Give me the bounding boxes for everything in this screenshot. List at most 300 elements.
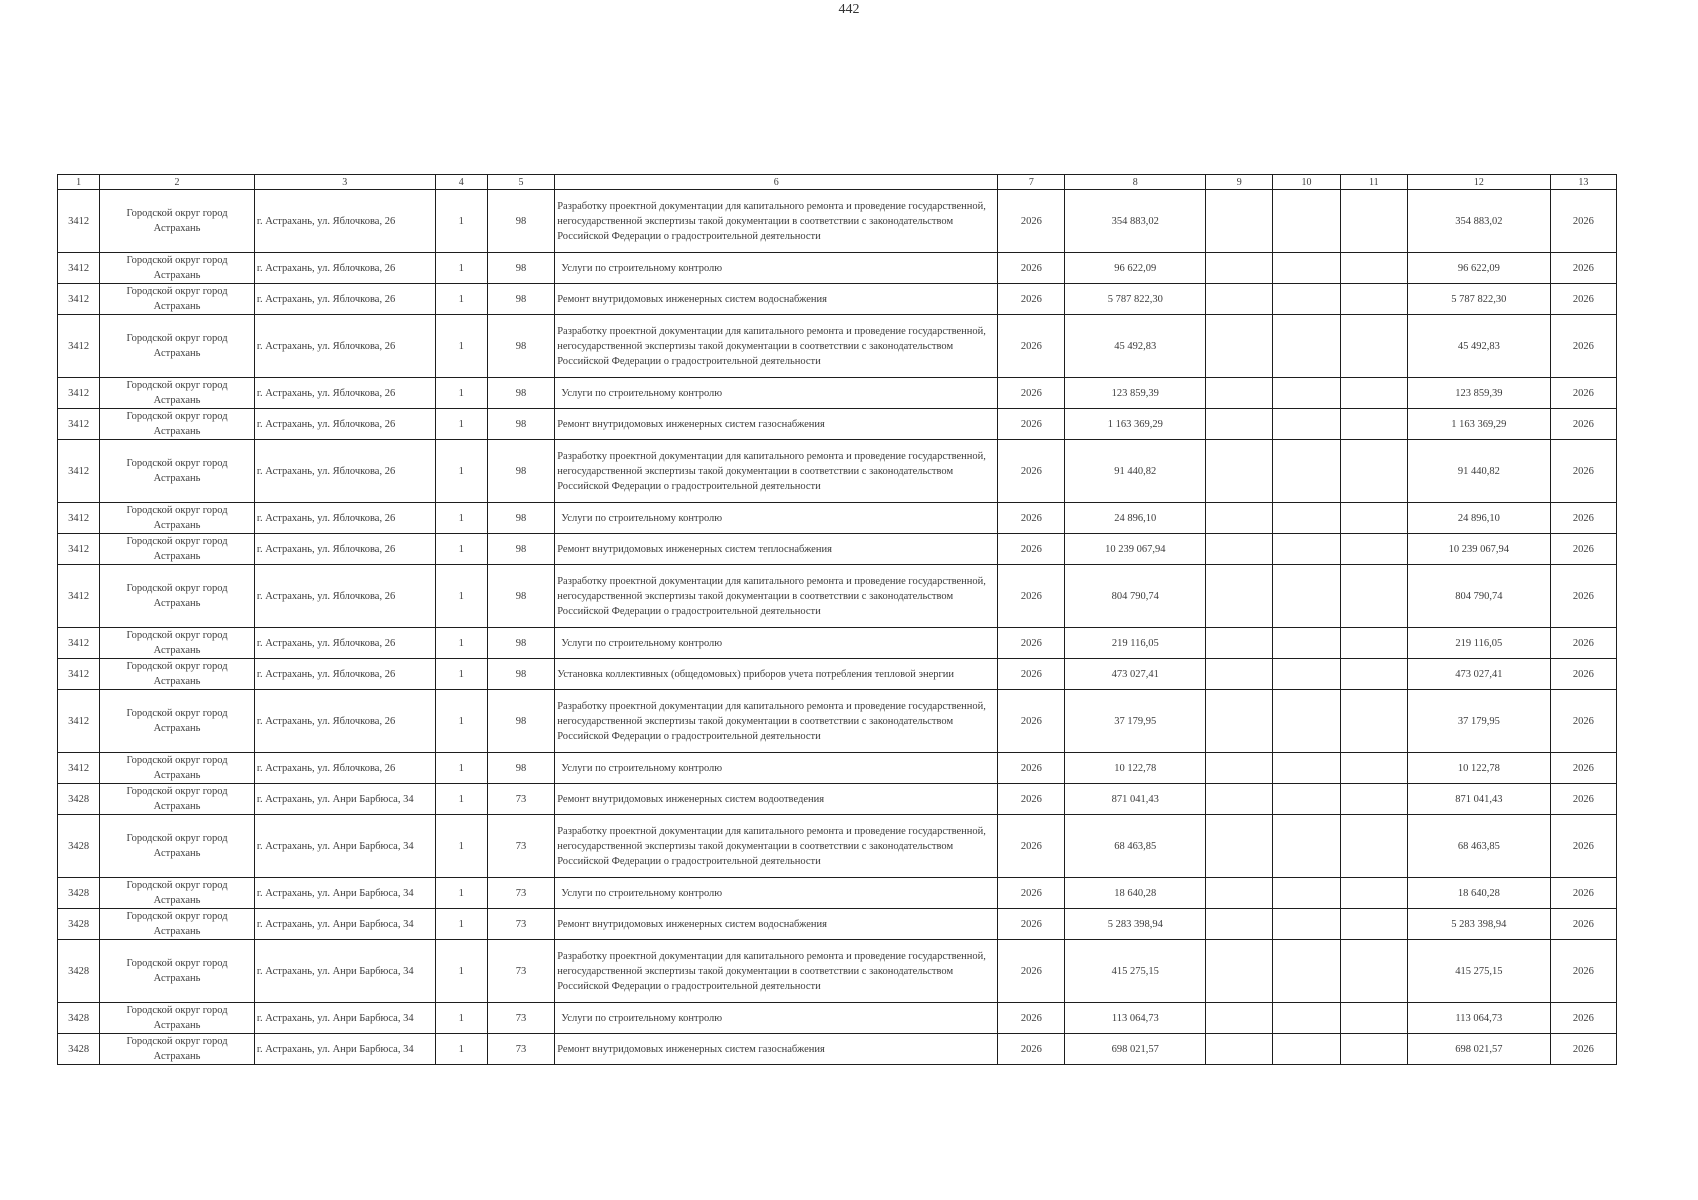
cell-municipality: Городской округ город Астрахань [100,534,255,565]
cell-col-11 [1340,315,1407,378]
cell-completion-year: 2026 [1550,440,1616,503]
cell-col-9 [1206,534,1273,565]
table-row [58,690,1617,753]
table-row [58,440,1617,503]
cell-col-4: 1 [435,1034,487,1065]
cell-work-type: Ремонт внутридомовых инженерных систем водоотведения [555,784,998,815]
cell-completion-year: 2026 [1550,940,1616,1003]
column-header-6: 6 [555,175,998,190]
cell-col-9 [1206,628,1273,659]
column-header-8: 8 [1065,175,1206,190]
cell-col-11 [1340,284,1407,315]
cell-work-type: Услуги по строительному контролю [555,503,998,534]
cell-col-5: 98 [487,628,554,659]
cell-year: 2026 [998,503,1065,534]
cell-total-cost: 473 027,41 [1408,659,1551,690]
cell-col-9 [1206,253,1273,284]
cell-total-cost: 219 116,05 [1408,628,1551,659]
cell-year: 2026 [998,659,1065,690]
cell-total-cost: 18 640,28 [1408,878,1551,909]
cell-col-9 [1206,784,1273,815]
cell-col-11 [1340,690,1407,753]
cell-address: г. Астрахань, ул. Анри Барбюса, 34 [254,878,435,909]
table-row [58,940,1617,1003]
cell-municipality: Городской округ город Астрахань [100,690,255,753]
cell-address: г. Астрахань, ул. Яблочкова, 26 [254,378,435,409]
cell-total-cost: 10 239 067,94 [1408,534,1551,565]
column-header-12: 12 [1408,175,1551,190]
table-row [58,315,1617,378]
table-row [58,1003,1617,1034]
cell-col-10 [1273,284,1340,315]
cell-address: г. Астрахань, ул. Яблочкова, 26 [254,284,435,315]
cell-completion-year: 2026 [1550,409,1616,440]
cell-work-type: Ремонт внутридомовых инженерных систем газоснабжения [555,1034,998,1065]
cell-address: г. Астрахань, ул. Анри Барбюса, 34 [254,784,435,815]
cell-work-type: Ремонт внутридомовых инженерных систем газоснабжения [555,409,998,440]
cell-col-10 [1273,628,1340,659]
table-row [58,753,1617,784]
cell-col-11 [1340,815,1407,878]
cell-municipality: Городской округ город Астрахань [100,565,255,628]
cell-completion-year: 2026 [1550,815,1616,878]
cell-work-type: Услуги по строительному контролю [555,878,998,909]
cell-municipality: Городской округ город Астрахань [100,1003,255,1034]
cell-row-id: 3412 [58,440,100,503]
table-row [58,534,1617,565]
column-header-3: 3 [254,175,435,190]
cell-col-5: 73 [487,815,554,878]
cell-work-type: Установка коллективных (общедомовых) приборов учета потребления тепловой энергии [555,659,998,690]
cell-col-11 [1340,909,1407,940]
table-row [58,628,1617,659]
cell-total-cost: 45 492,83 [1408,315,1551,378]
cell-year: 2026 [998,753,1065,784]
cell-address: г. Астрахань, ул. Анри Барбюса, 34 [254,815,435,878]
cell-address: г. Астрахань, ул. Яблочкова, 26 [254,440,435,503]
cell-col-4: 1 [435,815,487,878]
cell-total-cost: 37 179,95 [1408,690,1551,753]
cell-cost: 10 122,78 [1065,753,1206,784]
cell-completion-year: 2026 [1550,378,1616,409]
cell-cost: 24 896,10 [1065,503,1206,534]
cell-work-type: Услуги по строительному контролю [555,378,998,409]
cell-col-4: 1 [435,565,487,628]
cell-col-5: 98 [487,534,554,565]
cell-address: г. Астрахань, ул. Яблочкова, 26 [254,690,435,753]
cell-work-type: Разработку проектной документации для капитального ремонта и проведение государственной, негосударственной экспертизы такой документации в соответствии с законодательством Российской Федерации о градостроительной деятельности [555,315,998,378]
cell-col-10 [1273,690,1340,753]
cell-municipality: Городской округ город Астрахань [100,440,255,503]
cell-col-11 [1340,409,1407,440]
cell-col-9 [1206,378,1273,409]
cell-col-10 [1273,409,1340,440]
cell-address: г. Астрахань, ул. Яблочкова, 26 [254,503,435,534]
cell-completion-year: 2026 [1550,284,1616,315]
cell-address: г. Астрахань, ул. Яблочкова, 26 [254,565,435,628]
table-row [58,1034,1617,1065]
cell-municipality: Городской округ город Астрахань [100,815,255,878]
cell-work-type: Услуги по строительному контролю [555,253,998,284]
cell-col-4: 1 [435,253,487,284]
cell-col-11 [1340,440,1407,503]
cell-col-9 [1206,315,1273,378]
cell-col-9 [1206,503,1273,534]
cell-completion-year: 2026 [1550,784,1616,815]
cell-col-9 [1206,1034,1273,1065]
cell-completion-year: 2026 [1550,1003,1616,1034]
cell-cost: 698 021,57 [1065,1034,1206,1065]
cell-col-10 [1273,784,1340,815]
cell-col-5: 73 [487,1003,554,1034]
cell-col-4: 1 [435,1003,487,1034]
cell-completion-year: 2026 [1550,315,1616,378]
table-header [58,175,1617,190]
cell-address: г. Астрахань, ул. Яблочкова, 26 [254,628,435,659]
cell-col-5: 98 [487,190,554,253]
cell-row-id: 3412 [58,534,100,565]
cell-total-cost: 871 041,43 [1408,784,1551,815]
cell-cost: 96 622,09 [1065,253,1206,284]
cell-total-cost: 5 283 398,94 [1408,909,1551,940]
column-header-10: 10 [1273,175,1340,190]
cell-total-cost: 1 163 369,29 [1408,409,1551,440]
cell-total-cost: 804 790,74 [1408,565,1551,628]
cell-municipality: Городской округ город Астрахань [100,784,255,815]
cell-total-cost: 415 275,15 [1408,940,1551,1003]
cell-col-11 [1340,565,1407,628]
cell-col-11 [1340,1034,1407,1065]
cell-year: 2026 [998,784,1065,815]
cell-col-5: 98 [487,690,554,753]
cell-col-9 [1206,878,1273,909]
cell-col-11 [1340,659,1407,690]
cell-col-5: 98 [487,753,554,784]
cell-col-11 [1340,1003,1407,1034]
cell-cost: 45 492,83 [1065,315,1206,378]
cell-year: 2026 [998,690,1065,753]
cell-cost: 5 787 822,30 [1065,284,1206,315]
cell-municipality: Городской округ город Астрахань [100,284,255,315]
cell-address: г. Астрахань, ул. Яблочкова, 26 [254,659,435,690]
cell-col-10 [1273,440,1340,503]
cell-col-10 [1273,378,1340,409]
cell-completion-year: 2026 [1550,753,1616,784]
table-row [58,784,1617,815]
cell-year: 2026 [998,909,1065,940]
cell-col-5: 98 [487,253,554,284]
cell-address: г. Астрахань, ул. Анри Барбюса, 34 [254,1003,435,1034]
cell-row-id: 3412 [58,690,100,753]
cell-year: 2026 [998,815,1065,878]
cell-municipality: Городской округ город Астрахань [100,753,255,784]
cell-col-10 [1273,190,1340,253]
cell-cost: 354 883,02 [1065,190,1206,253]
cell-col-4: 1 [435,503,487,534]
cell-col-4: 1 [435,690,487,753]
cell-municipality: Городской округ город Астрахань [100,315,255,378]
cell-year: 2026 [998,409,1065,440]
cell-row-id: 3412 [58,378,100,409]
cell-row-id: 3428 [58,878,100,909]
cell-work-type: Разработку проектной документации для капитального ремонта и проведение государственной, негосударственной экспертизы такой документации в соответствии с законодательством Российской Федерации о градостроительной деятельности [555,690,998,753]
cell-row-id: 3428 [58,815,100,878]
cell-col-9 [1206,565,1273,628]
cell-year: 2026 [998,628,1065,659]
column-header-9: 9 [1206,175,1273,190]
cell-col-9 [1206,753,1273,784]
cell-work-type: Разработку проектной документации для капитального ремонта и проведение государственной, негосударственной экспертизы такой документации в соответствии с законодательством Российской Федерации о градостроительной деятельности [555,190,998,253]
cell-row-id: 3412 [58,409,100,440]
cell-cost: 91 440,82 [1065,440,1206,503]
cell-col-10 [1273,1003,1340,1034]
cell-col-5: 73 [487,784,554,815]
cell-col-4: 1 [435,409,487,440]
column-header-11: 11 [1340,175,1407,190]
cell-row-id: 3412 [58,659,100,690]
cell-work-type: Услуги по строительному контролю [555,628,998,659]
cell-col-10 [1273,534,1340,565]
cell-address: г. Астрахань, ул. Анри Барбюса, 34 [254,1034,435,1065]
cell-total-cost: 698 021,57 [1408,1034,1551,1065]
cell-cost: 123 859,39 [1065,378,1206,409]
cell-total-cost: 91 440,82 [1408,440,1551,503]
cell-year: 2026 [998,534,1065,565]
cell-municipality: Городской округ город Астрахань [100,659,255,690]
cell-col-4: 1 [435,909,487,940]
cell-col-5: 98 [487,440,554,503]
cell-col-10 [1273,878,1340,909]
cell-work-type: Разработку проектной документации для капитального ремонта и проведение государственной, негосударственной экспертизы такой документации в соответствии с законодательством Российской Федерации о градостроительной деятельности [555,565,998,628]
cell-year: 2026 [998,284,1065,315]
cell-work-type: Ремонт внутридомовых инженерных систем водоснабжения [555,909,998,940]
cell-col-10 [1273,940,1340,1003]
table-row [58,659,1617,690]
cell-cost: 473 027,41 [1065,659,1206,690]
cell-col-5: 98 [487,284,554,315]
cell-col-9 [1206,284,1273,315]
cell-row-id: 3428 [58,940,100,1003]
cell-row-id: 3428 [58,784,100,815]
cell-work-type: Ремонт внутридомовых инженерных систем теплоснабжения [555,534,998,565]
cell-completion-year: 2026 [1550,253,1616,284]
cell-completion-year: 2026 [1550,909,1616,940]
cell-col-10 [1273,909,1340,940]
cell-cost: 804 790,74 [1065,565,1206,628]
cell-municipality: Городской округ город Астрахань [100,878,255,909]
cell-col-4: 1 [435,784,487,815]
cell-total-cost: 123 859,39 [1408,378,1551,409]
cell-total-cost: 96 622,09 [1408,253,1551,284]
cell-year: 2026 [998,440,1065,503]
cell-completion-year: 2026 [1550,565,1616,628]
cell-work-type: Разработку проектной документации для капитального ремонта и проведение государственной, негосударственной экспертизы такой документации в соответствии с законодательством Российской Федерации о градостроительной деятельности [555,440,998,503]
cell-work-type: Услуги по строительному контролю [555,753,998,784]
cell-total-cost: 68 463,85 [1408,815,1551,878]
cell-completion-year: 2026 [1550,628,1616,659]
cell-col-4: 1 [435,534,487,565]
cell-col-11 [1340,784,1407,815]
table-row [58,253,1617,284]
cell-work-type: Услуги по строительному контролю [555,1003,998,1034]
cell-row-id: 3412 [58,253,100,284]
cell-municipality: Городской округ город Астрахань [100,1034,255,1065]
cell-col-9 [1206,1003,1273,1034]
column-header-13: 13 [1550,175,1616,190]
cell-municipality: Городской округ город Астрахань [100,253,255,284]
cell-completion-year: 2026 [1550,534,1616,565]
cell-col-4: 1 [435,659,487,690]
cell-col-5: 98 [487,565,554,628]
cell-total-cost: 5 787 822,30 [1408,284,1551,315]
cell-cost: 871 041,43 [1065,784,1206,815]
cell-municipality: Городской округ город Астрахань [100,409,255,440]
cell-year: 2026 [998,378,1065,409]
cell-col-9 [1206,815,1273,878]
cell-work-type: Разработку проектной документации для капитального ремонта и проведение государственной, негосударственной экспертизы такой документации в соответствии с законодательством Российской Федерации о градостроительной деятельности [555,815,998,878]
cell-col-10 [1273,1034,1340,1065]
cell-col-11 [1340,628,1407,659]
cell-col-10 [1273,753,1340,784]
cell-col-11 [1340,253,1407,284]
cell-cost: 18 640,28 [1065,878,1206,909]
cell-year: 2026 [998,940,1065,1003]
cell-col-11 [1340,378,1407,409]
cell-col-5: 73 [487,878,554,909]
cell-address: г. Астрахань, ул. Анри Барбюса, 34 [254,940,435,1003]
cell-col-11 [1340,534,1407,565]
cell-row-id: 3412 [58,190,100,253]
cell-col-5: 98 [487,503,554,534]
cell-col-10 [1273,253,1340,284]
table-row [58,284,1617,315]
cell-col-4: 1 [435,628,487,659]
column-header-4: 4 [435,175,487,190]
table-row [58,815,1617,878]
cell-completion-year: 2026 [1550,1034,1616,1065]
cell-total-cost: 24 896,10 [1408,503,1551,534]
cell-row-id: 3412 [58,284,100,315]
cell-municipality: Городской округ город Астрахань [100,940,255,1003]
cell-address: г. Астрахань, ул. Анри Барбюса, 34 [254,909,435,940]
table-row [58,909,1617,940]
table-row [58,503,1617,534]
cell-municipality: Городской округ город Астрахань [100,628,255,659]
cell-col-5: 73 [487,940,554,1003]
cell-col-10 [1273,815,1340,878]
cell-col-9 [1206,690,1273,753]
cell-row-id: 3428 [58,1034,100,1065]
table-row [58,409,1617,440]
cell-col-5: 73 [487,909,554,940]
cell-col-9 [1206,190,1273,253]
cell-col-9 [1206,909,1273,940]
column-header-7: 7 [998,175,1065,190]
cell-completion-year: 2026 [1550,503,1616,534]
cell-col-4: 1 [435,440,487,503]
cell-address: г. Астрахань, ул. Яблочкова, 26 [254,409,435,440]
cell-col-9 [1206,409,1273,440]
cell-col-4: 1 [435,284,487,315]
cell-col-4: 1 [435,940,487,1003]
cell-address: г. Астрахань, ул. Яблочкова, 26 [254,253,435,284]
table-row [58,565,1617,628]
cell-row-id: 3412 [58,565,100,628]
cell-cost: 37 179,95 [1065,690,1206,753]
cell-col-5: 98 [487,659,554,690]
cell-col-4: 1 [435,753,487,784]
column-header-2: 2 [100,175,255,190]
cell-cost: 113 064,73 [1065,1003,1206,1034]
cell-completion-year: 2026 [1550,878,1616,909]
cell-col-10 [1273,315,1340,378]
cell-cost: 415 275,15 [1065,940,1206,1003]
cell-address: г. Астрахань, ул. Яблочкова, 26 [254,190,435,253]
cell-address: г. Астрахань, ул. Яблочкова, 26 [254,753,435,784]
cell-cost: 5 283 398,94 [1065,909,1206,940]
cell-municipality: Городской округ город Астрахань [100,909,255,940]
cell-year: 2026 [998,253,1065,284]
cell-row-id: 3428 [58,909,100,940]
cell-total-cost: 10 122,78 [1408,753,1551,784]
cell-work-type: Разработку проектной документации для капитального ремонта и проведение государственной, негосударственной экспертизы такой документации в соответствии с законодательством Российской Федерации о градостроительной деятельности [555,940,998,1003]
cell-cost: 10 239 067,94 [1065,534,1206,565]
cell-cost: 219 116,05 [1065,628,1206,659]
cell-row-id: 3412 [58,315,100,378]
cell-year: 2026 [998,1034,1065,1065]
cell-col-5: 98 [487,409,554,440]
header-row [58,175,1617,190]
cell-col-9 [1206,440,1273,503]
cell-col-4: 1 [435,315,487,378]
cell-municipality: Городской округ город Астрахань [100,378,255,409]
cell-col-10 [1273,503,1340,534]
cell-row-id: 3428 [58,1003,100,1034]
cell-col-9 [1206,659,1273,690]
cell-col-5: 98 [487,378,554,409]
cell-row-id: 3412 [58,628,100,659]
cell-col-10 [1273,659,1340,690]
cell-total-cost: 113 064,73 [1408,1003,1551,1034]
page-number: 442 [838,2,860,17]
cell-completion-year: 2026 [1550,690,1616,753]
cell-col-10 [1273,565,1340,628]
table-body [58,190,1617,1065]
cell-col-4: 1 [435,878,487,909]
cell-col-11 [1340,940,1407,1003]
cell-col-9 [1206,940,1273,1003]
cell-address: г. Астрахань, ул. Яблочкова, 26 [254,534,435,565]
table-row [58,878,1617,909]
cell-year: 2026 [998,878,1065,909]
cell-col-11 [1340,190,1407,253]
cell-municipality: Городской округ город Астрахань [100,190,255,253]
cell-total-cost: 354 883,02 [1408,190,1551,253]
cell-row-id: 3412 [58,503,100,534]
column-header-5: 5 [487,175,554,190]
cell-col-5: 98 [487,315,554,378]
cell-year: 2026 [998,1003,1065,1034]
cell-completion-year: 2026 [1550,190,1616,253]
cell-year: 2026 [998,565,1065,628]
cell-col-5: 73 [487,1034,554,1065]
cell-year: 2026 [998,190,1065,253]
cell-cost: 1 163 369,29 [1065,409,1206,440]
cell-row-id: 3412 [58,753,100,784]
cell-year: 2026 [998,315,1065,378]
registry-table [57,174,1617,1065]
cell-col-4: 1 [435,378,487,409]
